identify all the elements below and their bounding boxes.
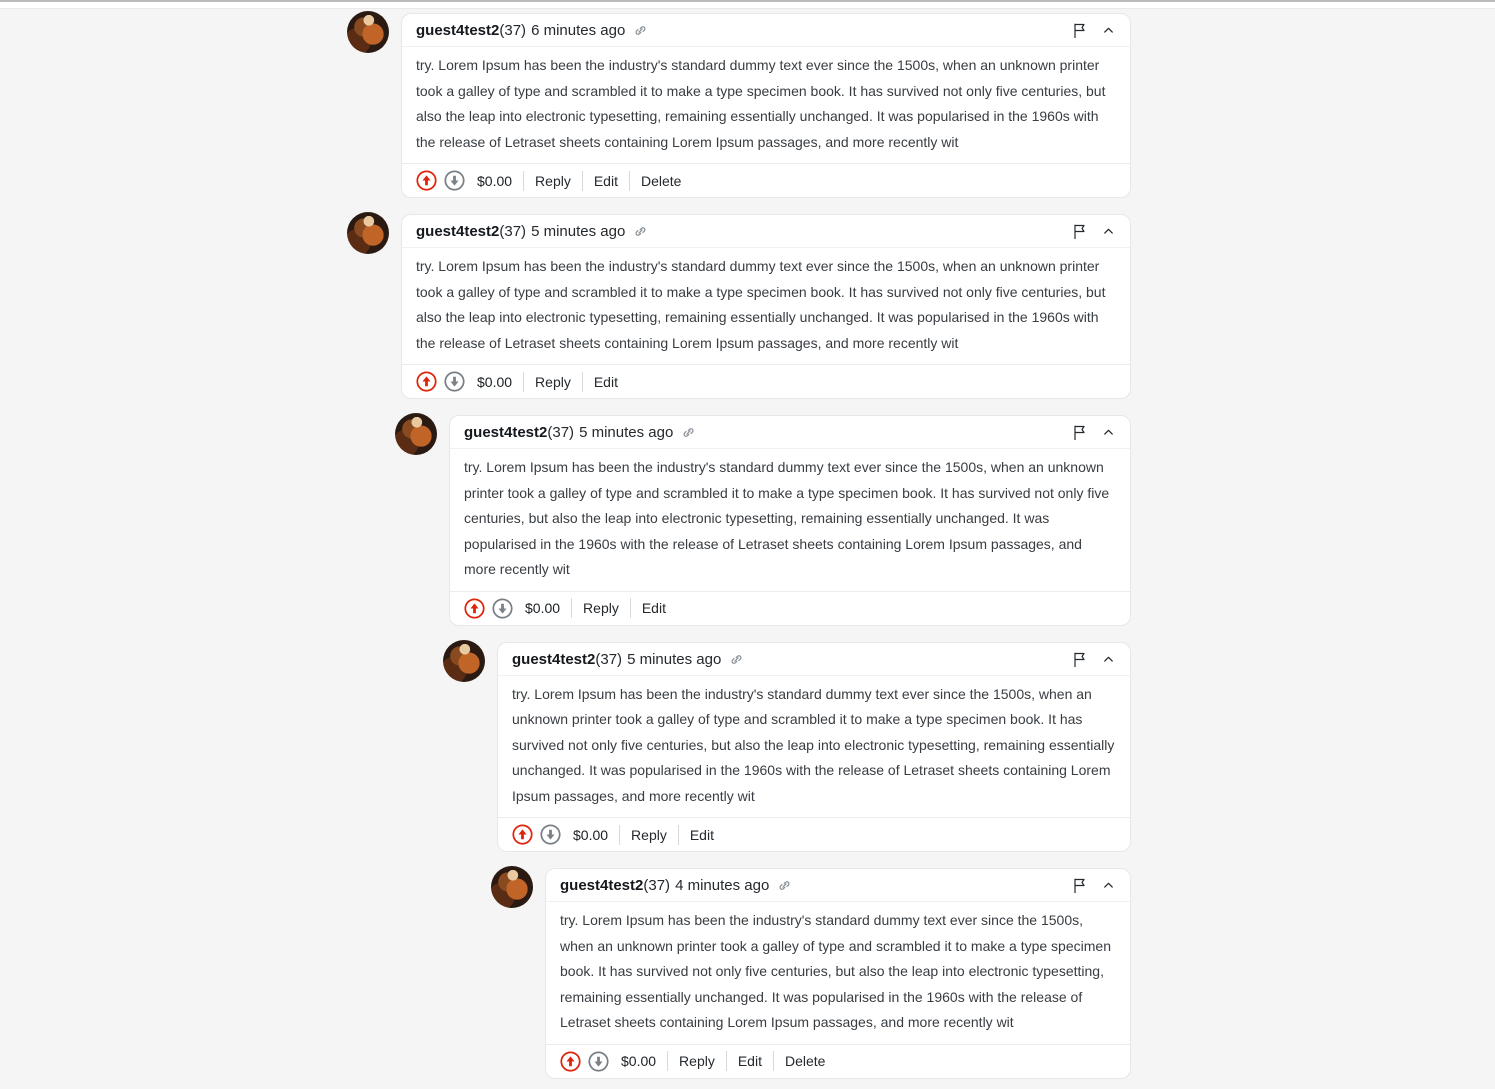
comment-card [545,868,1131,1079]
permalink-chain-icon[interactable] [681,425,696,440]
user-avatar[interactable] [443,640,485,682]
comment-card [449,415,1131,626]
comment-row [395,415,1131,626]
downvote-icon[interactable] [588,1051,609,1072]
comment-timestamp[interactable]: 5 minutes ago [531,223,626,240]
author-reputation: (37) [595,650,623,668]
permalink-chain-icon[interactable] [729,652,744,667]
payout-value[interactable]: $0.00 [477,373,513,390]
actions-holder [656,1051,825,1071]
downvote-icon[interactable] [492,598,513,619]
edit-button[interactable]: Edit [641,600,666,616]
comment-header [402,215,1130,248]
flag-icon[interactable] [1072,651,1087,668]
comment-thread [251,13,1131,1089]
author-reputation: (37) [547,424,575,441]
upvote-icon[interactable] [560,1051,581,1072]
comment-card [497,642,1131,853]
edit-button[interactable]: Edit [689,826,714,843]
delete-button[interactable]: Delete [640,172,682,189]
chevron-up-icon[interactable] [1101,652,1116,667]
flag-icon[interactable] [1072,223,1087,240]
upvote-icon[interactable] [512,824,533,845]
comment-timestamp[interactable]: 5 minutes ago [627,650,722,668]
chevron-up-icon[interactable] [1101,878,1116,893]
comment-body: try. Lorem Ipsum has been the industry's standard dummy text ever since the 1500s, when an unknown printer took a galley of type and scrambled it to make a type specimen book. It has survived not only five centuries, but also the leap into electronic typesetting, remaining essentially unchanged. It was popularised in the 1960s with the release of Letraset sheets containing Lorem Ipsum passages, and more recently wit [512,685,1115,804]
permalink-chain-icon[interactable] [777,878,792,893]
user-avatar[interactable] [347,212,389,254]
comment-row [443,642,1131,853]
upvote-icon[interactable] [416,371,437,392]
comment-timestamp[interactable]: 6 minutes ago [531,22,626,39]
actions-holder [512,372,618,392]
comment-row [347,214,1131,399]
payout-value[interactable]: $0.00 [477,172,513,189]
action-separator [571,598,572,618]
action-separator [629,171,630,191]
comment-row [491,868,1131,1079]
user-avatar[interactable] [395,413,437,455]
action-separator [726,1051,727,1071]
comment-timestamp[interactable]: 5 minutes ago [579,424,674,441]
comment-author[interactable]: guest4test2 [464,424,548,441]
actions-holder [512,171,681,191]
comment-footer [402,364,1130,398]
chevron-up-icon[interactable] [1101,425,1116,440]
edit-button[interactable]: Edit [593,172,618,189]
action-separator [630,598,631,618]
comment-author[interactable]: guest4test2 [560,877,644,894]
reply-button[interactable]: Reply [535,373,571,390]
action-separator [523,171,524,191]
comment-author[interactable]: guest4test2 [416,223,500,240]
flag-icon[interactable] [1072,877,1087,894]
comment-body: try. Lorem Ipsum has been the industry's standard dummy text ever since the 1500s, when an unknown printer took a galley of type and scrambled it to make a type specimen book. It has survived not only five centuries, but also the leap into electronic typesetting, remaining essentially unchanged. It was popularised in the 1960s with the release of Letraset sheets containing Lorem Ipsum passages, and more recently wit [416,258,1106,351]
upvote-icon[interactable] [464,598,485,619]
comment-footer [546,1044,1130,1078]
comment-header [450,416,1130,449]
user-avatar[interactable] [347,11,389,53]
reply-button[interactable]: Reply [679,1053,715,1069]
payout-value[interactable]: $0.00 [621,1053,657,1069]
author-reputation: (37) [643,877,671,894]
reply-button[interactable]: Reply [631,826,667,843]
chevron-up-icon[interactable] [1101,23,1116,38]
action-separator [678,825,679,845]
edit-button[interactable]: Edit [593,373,618,390]
comment-timestamp[interactable]: 4 minutes ago [675,877,770,894]
comment-header [498,643,1130,676]
action-separator [582,171,583,191]
comment-row [347,13,1131,198]
delete-button[interactable]: Delete [784,1053,826,1069]
action-separator [773,1051,774,1071]
actions-holder [608,825,714,845]
top-divider-bar [0,0,1495,9]
action-separator [582,372,583,392]
comment-card [401,13,1131,198]
action-separator [523,372,524,392]
edit-button[interactable]: Edit [737,1053,762,1069]
permalink-chain-icon[interactable] [633,23,648,38]
upvote-icon[interactable] [416,170,437,191]
payout-value[interactable]: $0.00 [525,600,561,616]
flag-icon[interactable] [1072,22,1087,39]
comment-header [402,14,1130,47]
comment-body: try. Lorem Ipsum has been the industry's standard dummy text ever since the 1500s, when an unknown printer took a galley of type and scrambled it to make a type specimen book. It has survived not only five centuries, but also the leap into electronic typesetting, remaining essentially unchanged. It was popularised in the 1960s with the release of Letraset sheets containing Lorem Ipsum passages, and more recently wit [416,57,1106,150]
comment-body: try. Lorem Ipsum has been the industry's standard dummy text ever since the 1500s, when an unknown printer took a galley of type and scrambled it to make a type specimen book. It has survived not only five centuries, but also the leap into electronic typesetting, remaining essentially unchanged. It was popularised in the 1960s with the release of Letraset sheets containing Lorem Ipsum passages, and more recently wit [464,459,1110,577]
downvote-icon[interactable] [540,824,561,845]
actions-holder [560,598,666,618]
comment-header [546,869,1130,902]
flag-icon[interactable] [1072,424,1087,441]
downvote-icon[interactable] [444,371,465,392]
chevron-up-icon[interactable] [1101,224,1116,239]
comment-footer [402,163,1130,197]
comment-author[interactable]: guest4test2 [416,22,500,39]
action-separator [667,1051,668,1071]
comment-author[interactable]: guest4test2 [512,650,596,668]
comment-footer [498,817,1130,851]
comment-body: try. Lorem Ipsum has been the industry's standard dummy text ever since the 1500s, when an unknown printer took a galley of type and scrambled it to make a type specimen book. It has survived not only five centuries, but also the leap into electronic typesetting, remaining essentially unchanged. It was popularised in the 1960s with the release of Letraset sheets containing Lorem Ipsum passages, and more recently wit [560,912,1111,1030]
reply-button[interactable]: Reply [535,172,571,189]
permalink-chain-icon[interactable] [633,224,648,239]
author-reputation: (37) [499,223,527,240]
user-avatar[interactable] [491,866,533,908]
comment-card [401,214,1131,399]
action-separator [619,825,620,845]
comment-footer [450,591,1130,625]
author-reputation: (37) [499,22,527,39]
downvote-icon[interactable] [444,170,465,191]
reply-button[interactable]: Reply [583,600,619,616]
payout-value[interactable]: $0.00 [573,826,609,843]
